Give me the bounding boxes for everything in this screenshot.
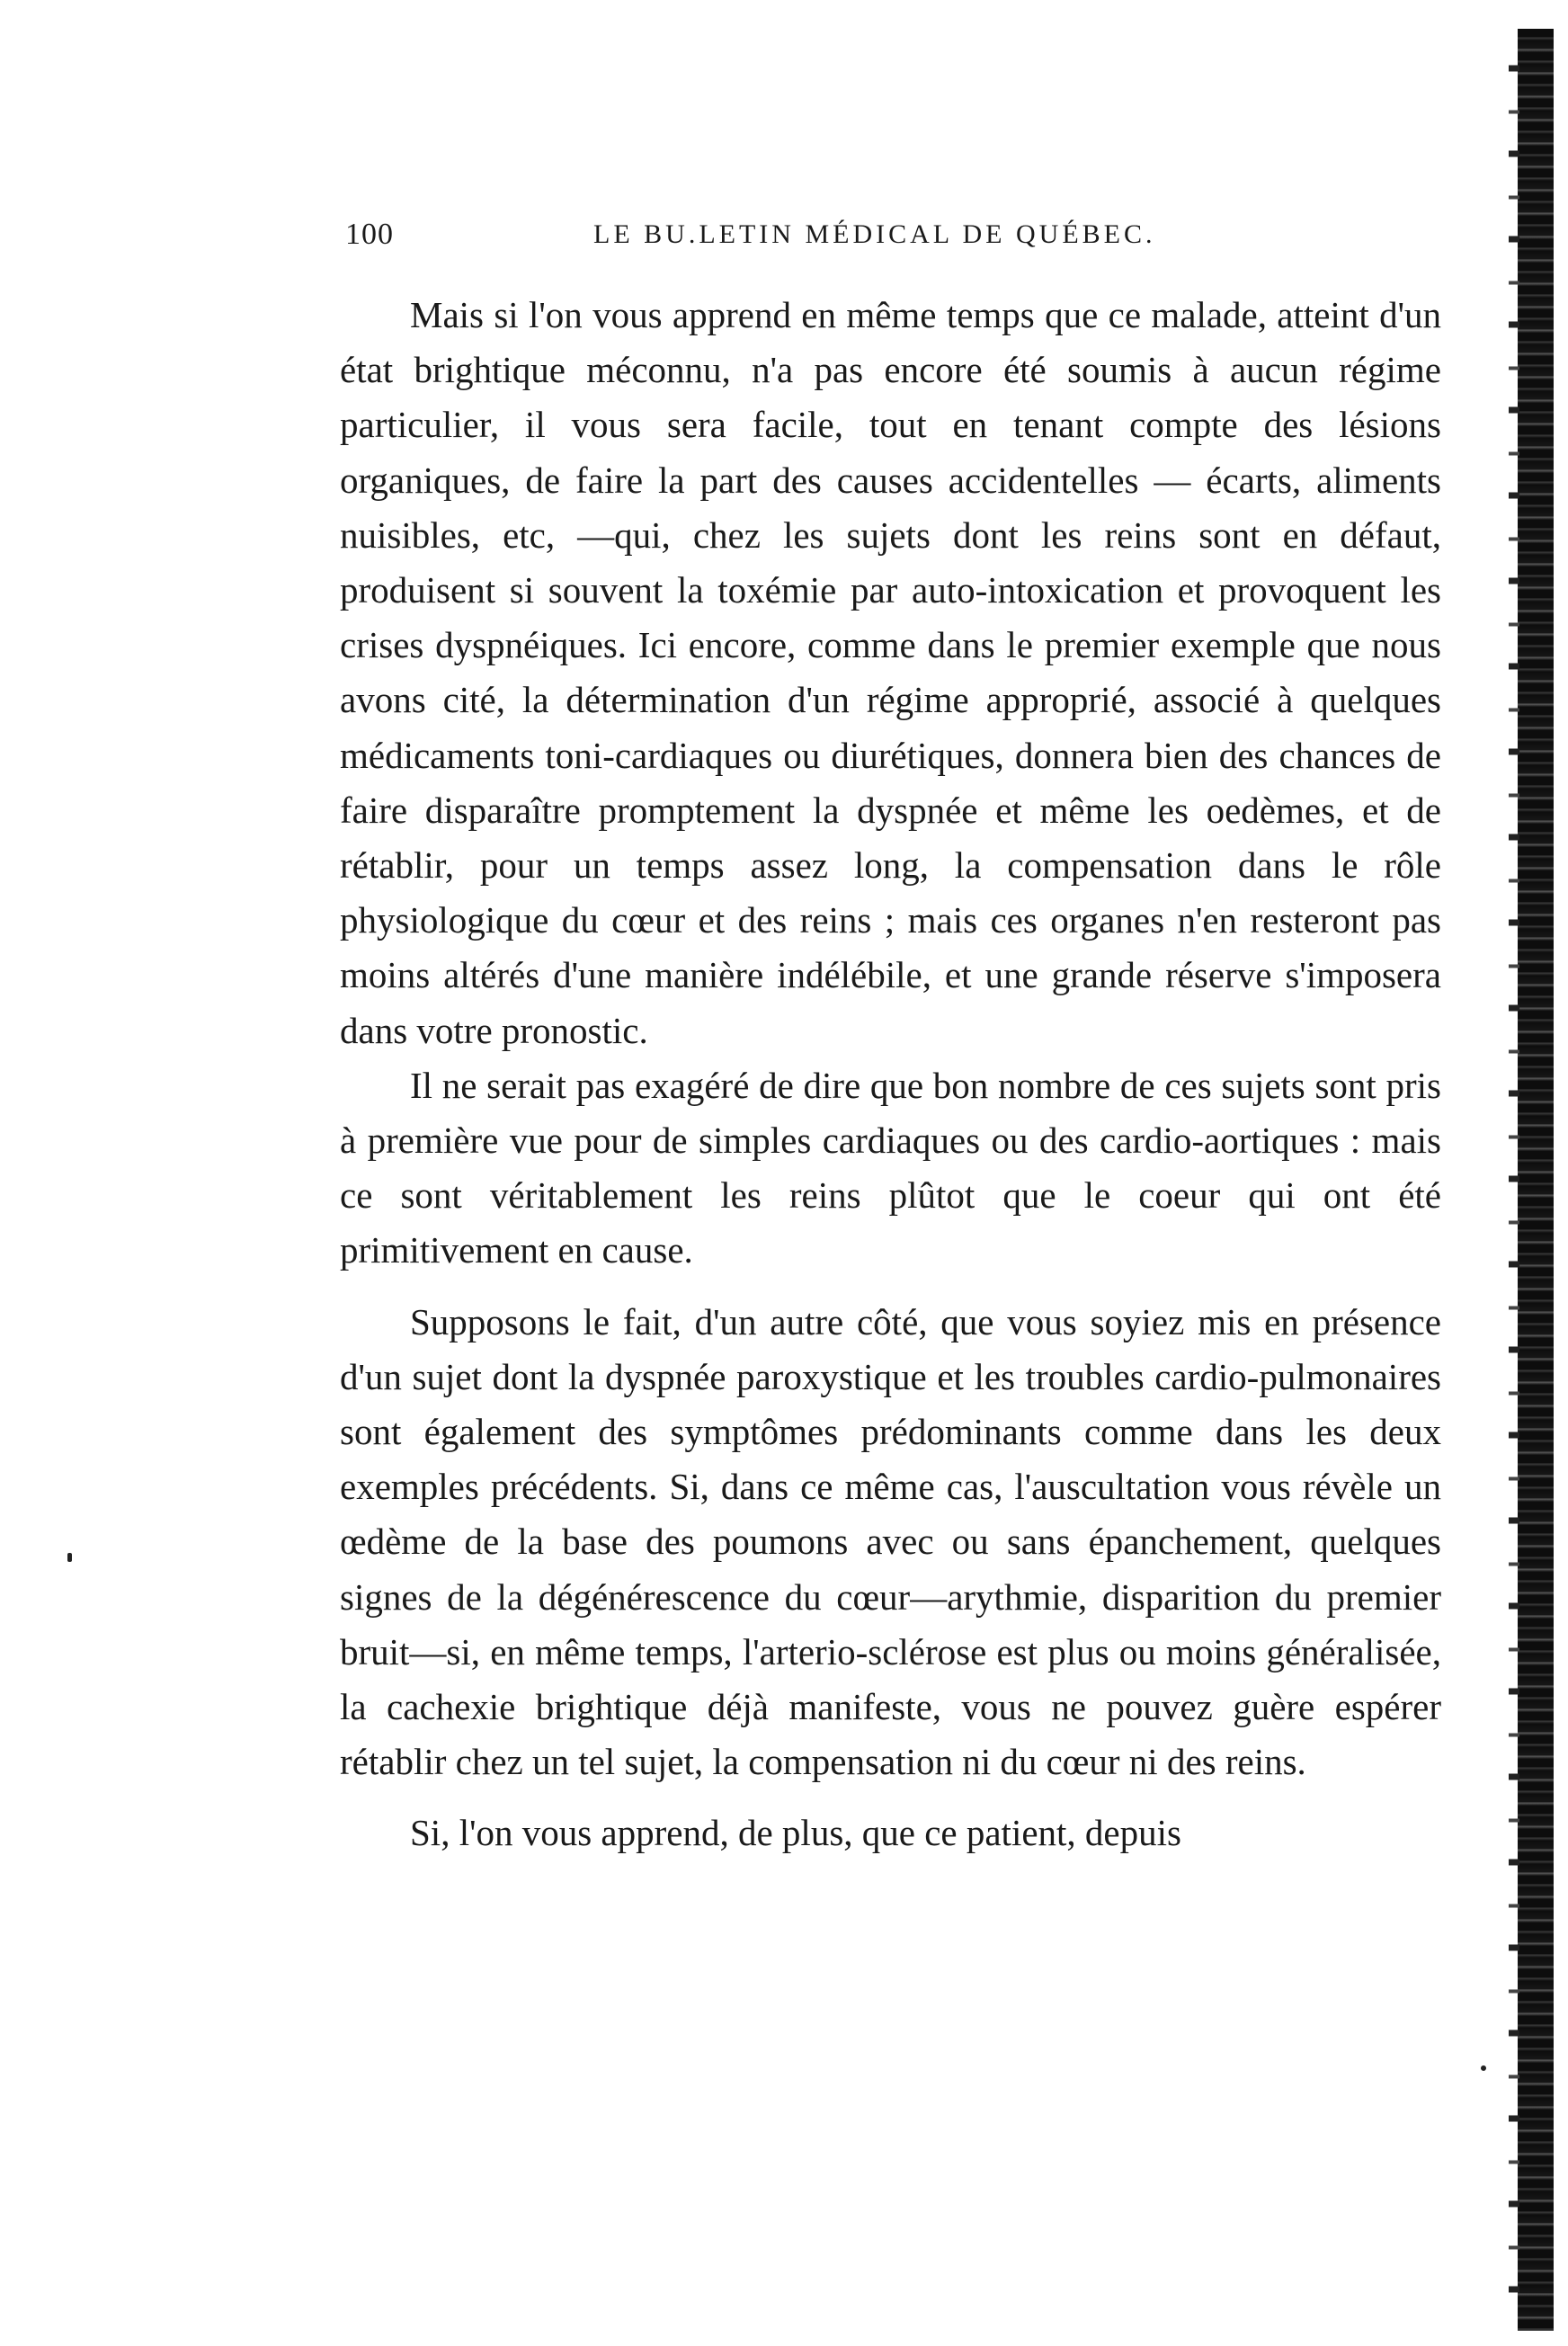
paragraph-4: Si, l'on vous apprend, de plus, que ce patient, depuis [410, 1812, 1181, 1854]
scan-edge-shadow [1518, 29, 1554, 2331]
paragraph-3: Supposons le fait, d'un autre côté, que vous soyiez mis en présence d'un sujet dont la dyspnée paroxystique et les troubles cardio-pulmonaires sont également des symptômes prédominants comme dans les deux exemples précédents. Si, dans ce même cas, l'auscultation vous révèle un œdème de la base des poumons avec ou sans épanchement, quelques signes de la dégénérescence du cœur—arythmie, disparition du premier bruit—si, en même temps, l'arterio-sclérose est plus ou moins généralisée, la cachexie brightique déjà manifeste, vous ne pouvez guère espérer rétablir chez un tel sujet, la compensation ni du cœur ni des reins. [340, 1300, 1441, 1783]
page-number: 100 [345, 218, 394, 251]
paragraph-1: Mais si l'on vous apprend en même temps que ce malade, atteint d'un état brightique méconnu, n'a pas encore été soumis à aucun régime particulier, il vous sera facile, tout en tenant compte des lésions organiques, de faire la part des causes accidentelles — écarts, aliments nuisibles, etc, —qui, chez les sujets dont les reins sont en défaut, produisent si souvent la toxémie par auto-intoxication et provoquent les crises dyspnéiques. Ici encore, comme dans le premier exemple que nous avons cité, la détermination d'un régime approprié, associé à quelques médicaments toni-cardiaques ou diurétiques, donnera bien des chances de faire disparaître promptement la dyspnée et même les oedèmes, et de rétablir, pour un temps assez long, la compensation dans le rôle physiologique du cœur et des reins ; mais ces organes n'en resteront pas moins altérés d'une manière indélébile, et une grande réserve s'imposera dans votre pronostic. [340, 294, 1441, 1051]
stray-ink-mark-right [1481, 2065, 1486, 2071]
stray-ink-mark [67, 1553, 72, 1562]
paragraph-2: Il ne serait pas exagéré de dire que bon nombre de ces sujets sont pris à première vue pour de simples cardiaques ou des cardio-aortiques : mais ce sont véritablement les reins plûtot que le coeur qui ont été primitivement en cause. [340, 1064, 1441, 1271]
running-title: LE BU.LETIN MÉDICAL DE QUÉBEC. [593, 219, 1156, 249]
body-text [340, 288, 1441, 1861]
